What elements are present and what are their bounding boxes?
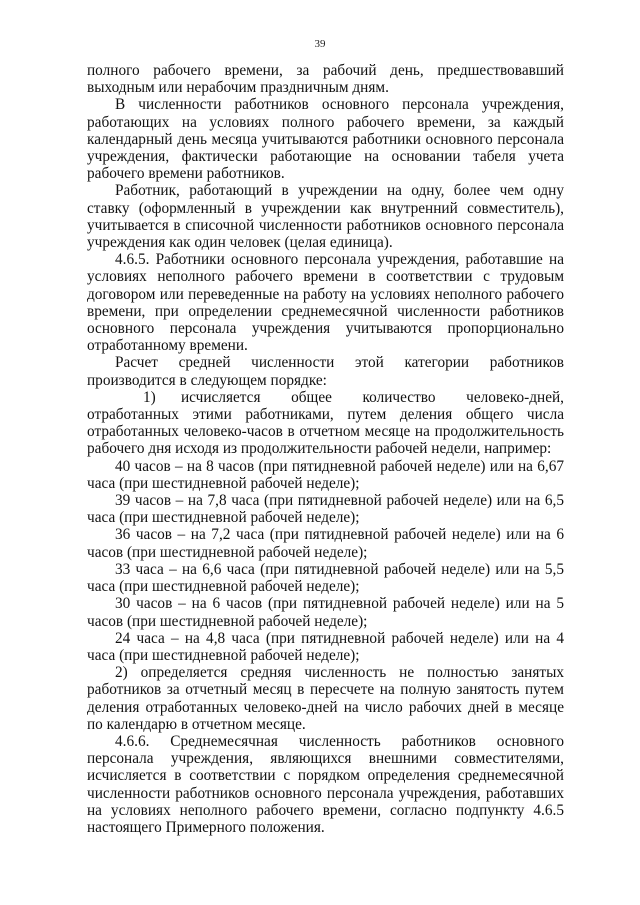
paragraph: Расчет средней численности этой категории работников производится в следующем порядке: xyxy=(87,354,564,389)
example-item: 39 часов – на 7,8 часа (при пятидневной рабочей неделе) или на 6,5 часа (при шестидневной рабочей неделе); xyxy=(87,492,564,527)
example-item: 24 часа – на 4,8 часа (при пятидневной рабочей неделе) или на 4 часа (при шестидневной рабочей неделе); xyxy=(87,629,564,664)
example-item: 36 часов – на 7,2 часа (при пятидневной рабочей неделе) или на 6 часов (при шестидневной рабочей неделе); xyxy=(87,526,564,561)
list-item-text: исчисляется общее количество человеко-дней, отработанных этими работниками, путем деления общего числа отработанных человеко-часов в отчетном месяце на продолжительность рабочего дня исходя из продолжительности рабочей недели, например: xyxy=(87,388,564,458)
paragraph: Работник, работающий в учреждении на одну, более чем одну ставку (оформленный в учреждении как внутренний совместитель), учитывается в списочной численности работников основного персонала учреждения как один человек (целая единица). xyxy=(87,182,564,252)
list-item-2: 2) определяется средняя численность не полностью занятых работников за отчетный месяц в пересчете на полную занятость путем деления отработанных человеко-дней на число рабочих дней в месяце по календарю в отчетном месяце. xyxy=(87,664,564,733)
example-item: 33 часа – на 6,6 часа (при пятидневной рабочей неделе) или на 5,5 часа (при шестидневной рабочей неделе); xyxy=(87,560,564,596)
document-body xyxy=(87,62,564,836)
page-number: 39 xyxy=(314,38,326,50)
list-item-number: 1) xyxy=(143,388,156,406)
paragraph: полного рабочего времени, за рабочий день, предшествовавший выходным или нерабочим праздничным дням. xyxy=(87,62,564,97)
paragraph: В численности работников основного персонала учреждения, работающих на условиях полного рабочего времени, за каждый календарный день месяца учитываются работники основного персонала учреждения, фактически работающие на основании табеля учета рабочего времени работников. xyxy=(87,96,564,183)
example-item: 40 часов – на 8 часов (при пятидневной рабочей неделе) или на 6,67 часа (при шестидневной рабочей неделе); xyxy=(87,457,564,492)
paragraph: 4.6.6. Среднемесячная численность работников основного персонала учреждения, являющихся внешними совместителями, исчисляется в соответствии с порядком определения среднемесячной численности работников основного персонала учреждения, работавших на условиях неполного рабочего времени, согласно подпункту 4.6.5 настоящего Примерного положения. xyxy=(87,732,564,836)
list-item-1 xyxy=(87,389,564,458)
paragraph: 4.6.5. Работники основного персонала учреждения, работавшие на условиях неполного рабочего времени в соответствии с трудовым договором или переведенные на работу на условиях неполного рабочего времени, при определении среднемесячной численности работников основного персонала учреждения учитываются пропорционально отработанному времени. xyxy=(87,251,564,355)
example-item: 30 часов – на 6 часов (при пятидневной рабочей неделе) или на 5 часов (при шестидневной рабочей неделе); xyxy=(87,595,564,630)
